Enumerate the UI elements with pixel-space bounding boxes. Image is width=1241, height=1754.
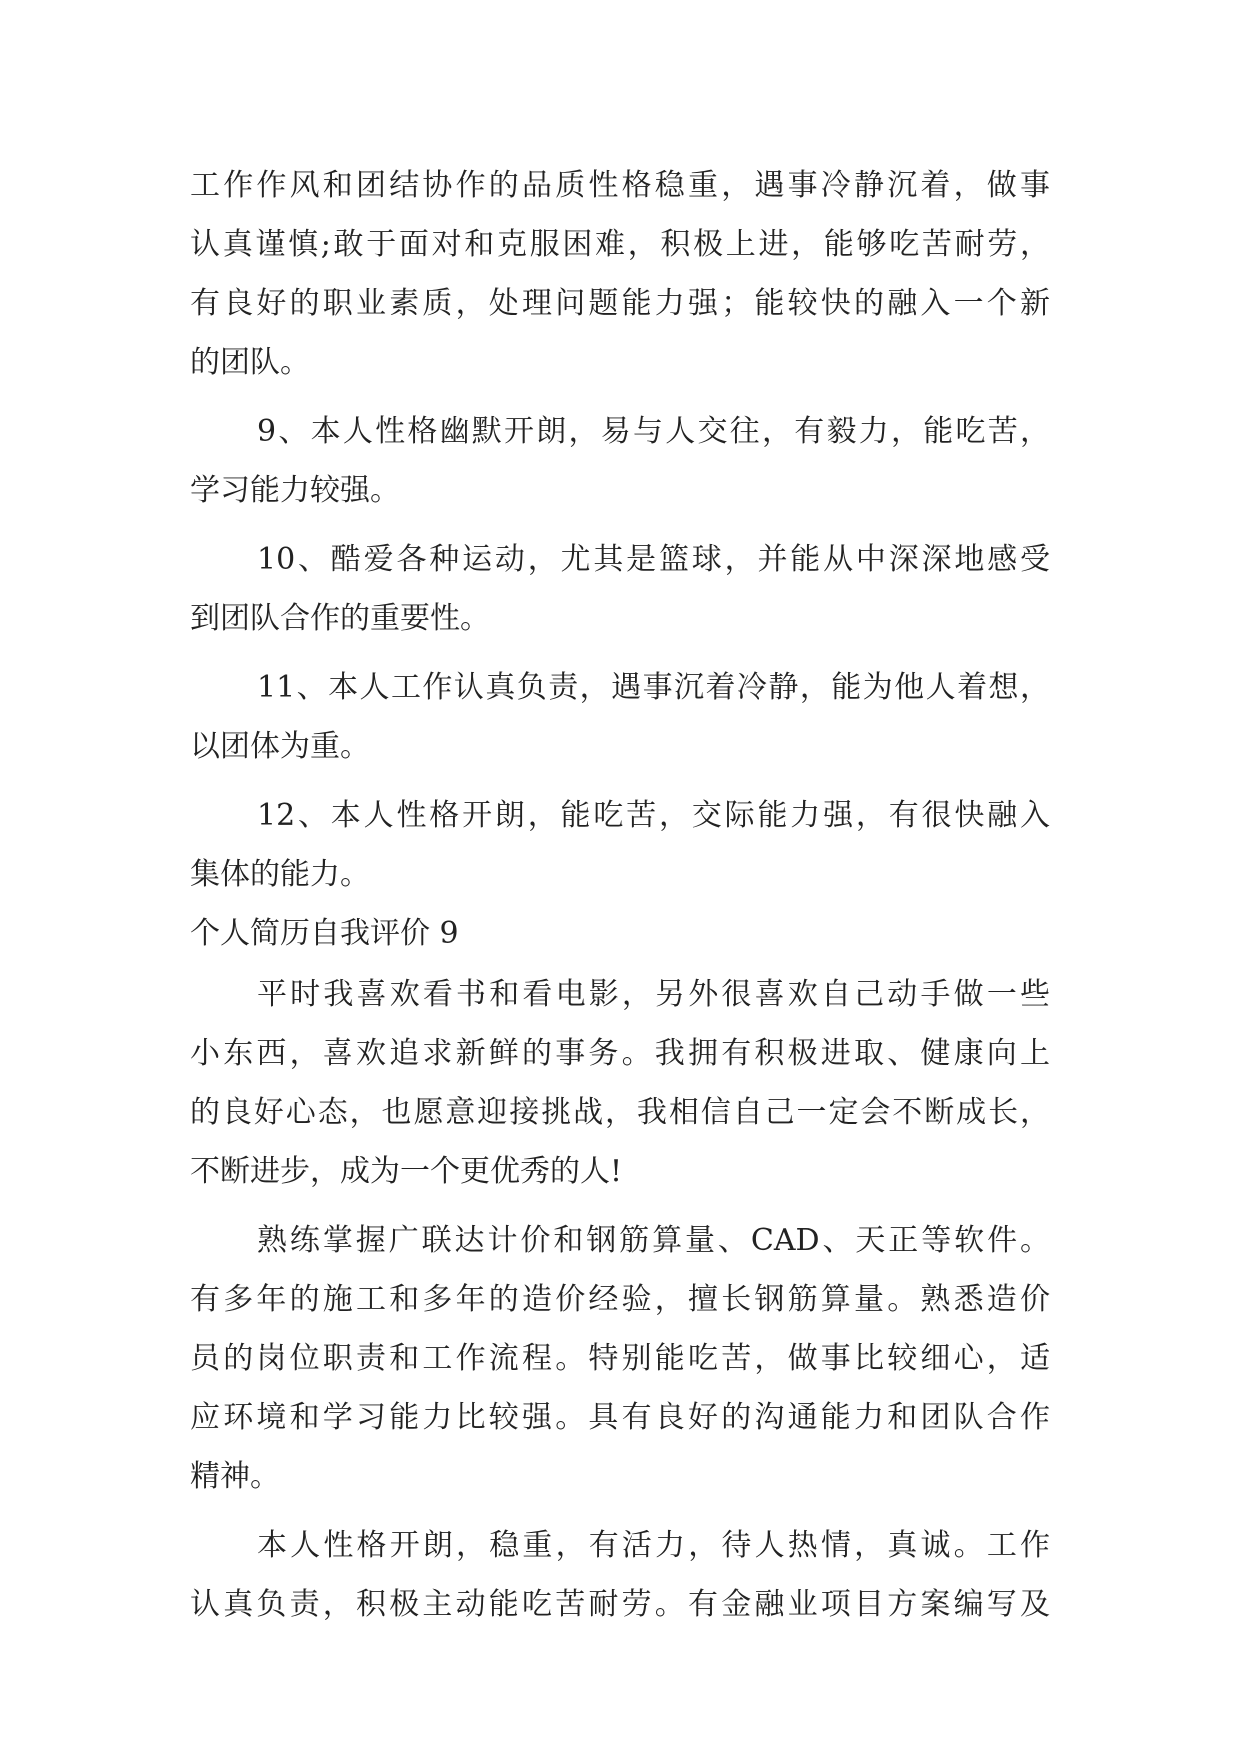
text-line: 11、本人工作认真负责，遇事沉着冷静，能为他人着想， [257,670,1050,705]
text-line: 平时我喜欢看书和看电影，另外很喜欢自己动手做一些 [257,977,1050,1012]
section-heading: 个人简历自我评价 9 [190,916,459,951]
text-line: 精神。 [190,1459,280,1494]
text-line: 以团体为重。 [190,729,370,764]
text-line: 本人性格开朗，稳重，有活力，待人热情，真诚。工作 [257,1528,1050,1563]
text-line: 集体的能力。 [190,857,370,892]
text-line: 到团队合作的重要性。 [190,601,490,636]
text-line: 小东西，喜欢追求新鲜的事务。我拥有积极进取、健康向上 [190,1036,1050,1071]
text-line: 认真负责，积极主动能吃苦耐劳。有金融业项目方案编写及 [190,1587,1050,1622]
text-line: 有良好的职业素质，处理问题能力强；能较快的融入一个新 [190,286,1050,321]
text-line: 应环境和学习能力比较强。具有良好的沟通能力和团队合作 [190,1400,1050,1435]
text-line: 不断进步，成为一个更优秀的人! [190,1154,623,1189]
text-line: 10、酷爱各种运动，尤其是篮球，并能从中深深地感受 [257,542,1050,577]
text-line: 学习能力较强。 [190,473,400,508]
document-body [190,156,1050,1634]
text-line: 的良好心态，也愿意迎接挑战，我相信自己一定会不断成长， [190,1095,1050,1130]
text-line: 认真谨慎;敢于面对和克服困难，积极上进，能够吃苦耐劳， [190,227,1050,262]
text-line: 工作作风和团结协作的品质性格稳重，遇事冷静沉着，做事 [190,168,1050,203]
text-line: 员的岗位职责和工作流程。特别能吃苦，做事比较细心，适 [190,1341,1050,1376]
text-line: 有多年的施工和多年的造价经验，擅长钢筋算量。熟悉造价 [190,1282,1050,1317]
text-line: 熟练掌握广联达计价和钢筋算量、CAD、天正等软件。 [257,1223,1050,1258]
text-line: 9、本人性格幽默开朗，易与人交往，有毅力，能吃苦， [257,414,1050,449]
text-line: 12、本人性格开朗，能吃苦，交际能力强，有很快融入 [257,798,1050,833]
text-line: 的团队。 [190,345,310,380]
